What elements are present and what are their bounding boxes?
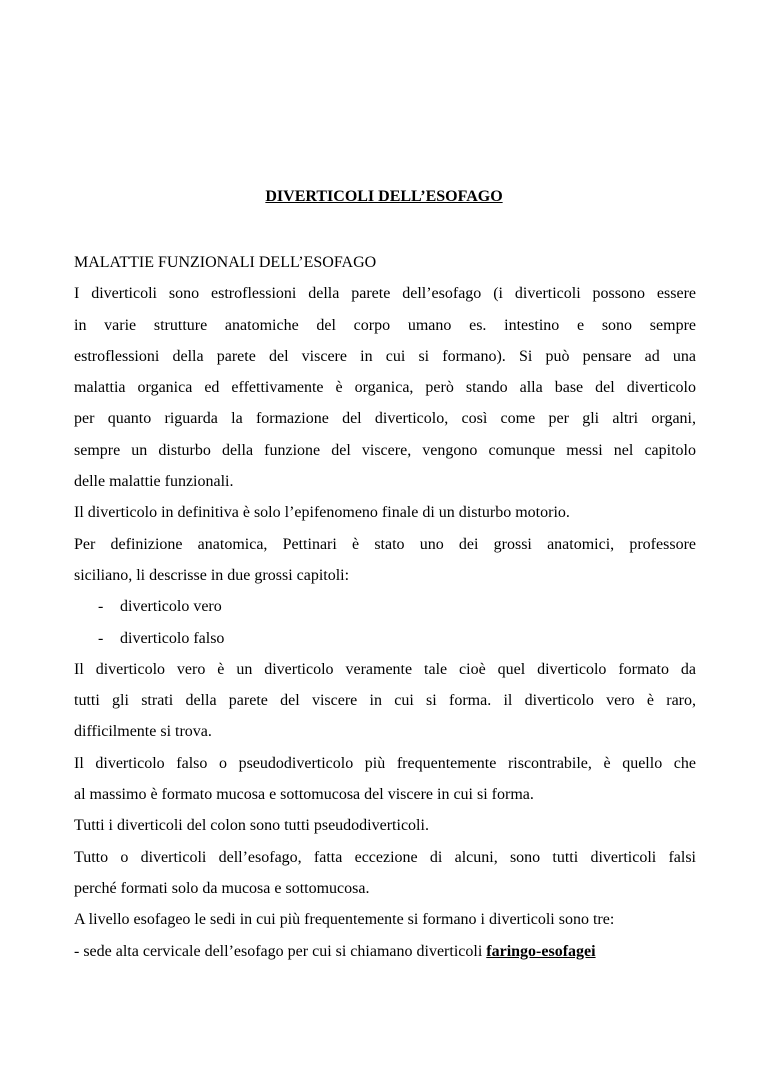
text-line: siciliano, li descrisse in due grossi capitoli: xyxy=(74,566,350,584)
text-line: al massimo è formato mucosa e sottomucosa del viscere in cui si forma. xyxy=(74,786,534,804)
keyword-faringo-esofagei: faringo-esofagei xyxy=(486,942,596,960)
list-dash: - xyxy=(98,598,104,616)
text-line: Il diverticolo in definitiva è solo l’epifenomeno finale di un disturbo motorio. xyxy=(74,504,570,522)
text-line: I diverticoli sono estroflessioni della parete dell’esofago (i diverticoli possono essere xyxy=(74,285,696,303)
text-line: estroflessioni della parete del viscere in cui si formano). Si può pensare ad una xyxy=(74,347,696,365)
text-line: in varie strutture anatomiche del corpo umano es. intestino e sono sempre xyxy=(74,316,696,334)
text-line: Tutti i diverticoli del colon sono tutti pseudodiverticoli. xyxy=(74,817,429,835)
text-line: tutti gli strati della parete del viscere in cui si forma. il diverticolo vero è raro, xyxy=(74,692,696,710)
text-line: Il diverticolo falso o pseudodiverticolo più frequentemente riscontrabile, è quello che xyxy=(74,754,696,772)
text-line: malattia organica ed effettivamente è organica, però stando alla base del diverticolo xyxy=(74,379,696,397)
text-line: difficilmente si trova. xyxy=(74,723,212,741)
text-line: perché formati solo da mucosa e sottomucosa. xyxy=(74,879,370,897)
document-title: DIVERTICOLI DELL’ESOFAGO xyxy=(265,188,503,205)
text-line: per quanto riguarda la formazione del diverticolo, così come per gli altri organi, xyxy=(74,410,696,428)
text-line: Per definizione anatomica, Pettinari è stato uno dei grossi anatomici, professore xyxy=(74,535,696,553)
list-item-text: diverticolo vero xyxy=(120,598,222,616)
section-heading: MALATTIE FUNZIONALI DELL’ESOFAGO xyxy=(74,254,377,271)
list-item xyxy=(74,623,696,654)
document-body xyxy=(74,247,696,967)
list-dash: - xyxy=(98,629,104,647)
text-line-prefix: - sede alta cervicale dell’esofago per cui si chiamano diverticoli xyxy=(74,942,487,960)
text-line: delle malattie funzionali. xyxy=(74,473,234,491)
list-item xyxy=(74,591,696,622)
text-line: sempre un disturbo della funzione del viscere, vengono comunque messi nel capitolo xyxy=(74,441,696,459)
text-line: Il diverticolo vero è un diverticolo veramente tale cioè quel diverticolo formato da xyxy=(74,660,696,678)
text-line xyxy=(74,936,696,967)
text-line: Tutto o diverticoli dell’esofago, fatta eccezione di alcuni, sono tutti diverticoli falsi xyxy=(74,848,696,866)
text-line: A livello esofageo le sedi in cui più frequentemente si formano i diverticoli sono tre: xyxy=(74,911,615,929)
list-item-text: diverticolo falso xyxy=(120,629,225,647)
